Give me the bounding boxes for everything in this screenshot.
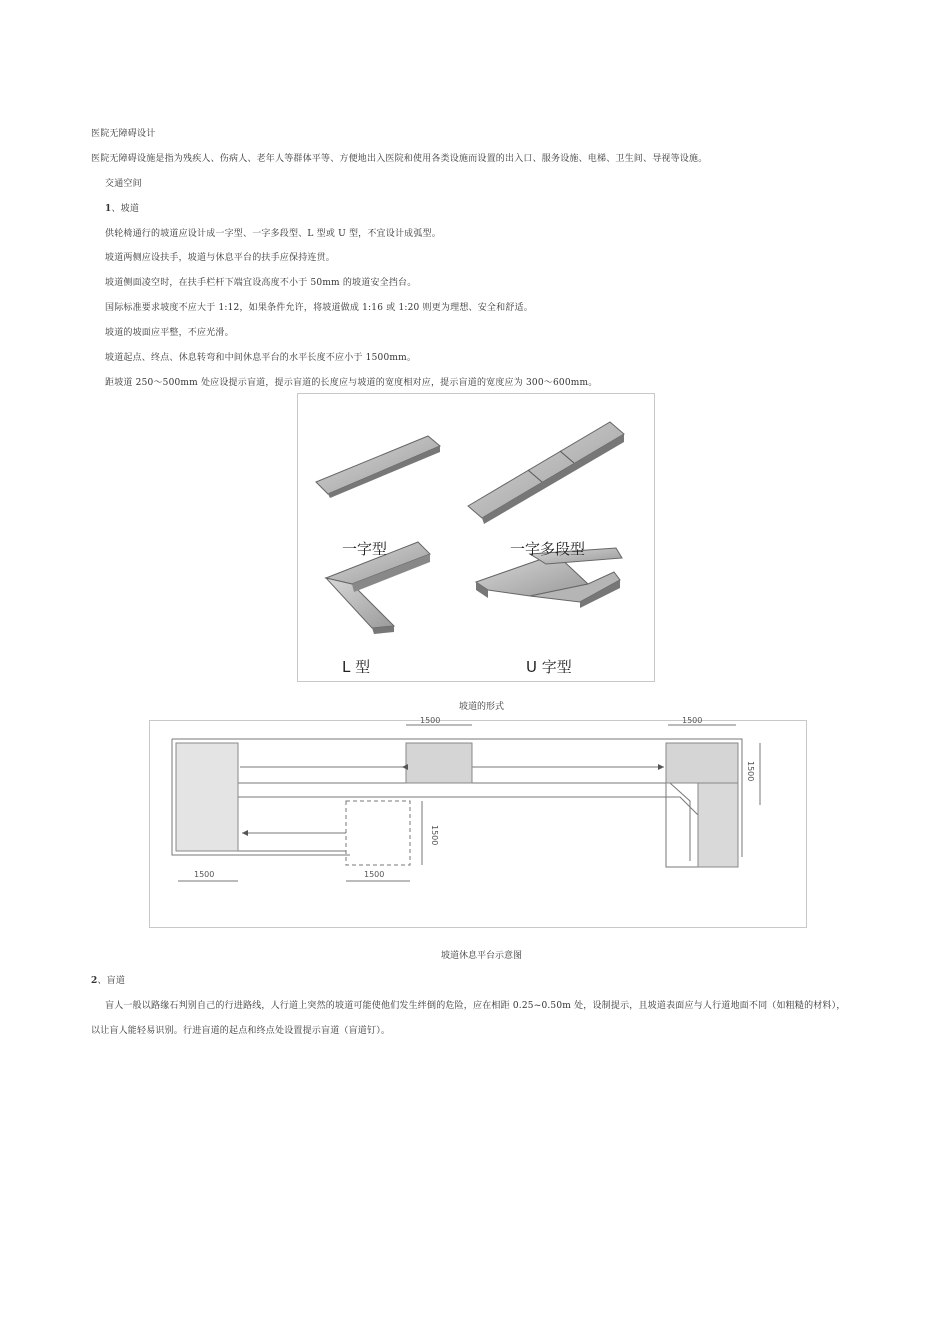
dim-bottom-left: 1500 [194, 870, 215, 879]
paragraph-8-line-2: 以让盲人能轻易识别。行进盲道的起点和终点处设置提示盲道（盲道钉）。 [91, 1026, 391, 1036]
right-platform [666, 743, 738, 783]
ramp-platform-figure [149, 716, 807, 928]
figure-1-caption: 坡道的形式 [459, 702, 505, 712]
dim-bottom-mid: 1500 [364, 870, 385, 879]
paragraph-7: 距坡道 250～500mm 处应设提示盲道，提示盲道的长度应与坡道的宽度相对应，提示盲道的宽度应为 300～600mm。 [105, 378, 598, 388]
right-descent [698, 783, 738, 867]
label-u-shape: U 字型 [526, 658, 572, 676]
paragraph-1: 供轮椅通行的坡道应设计成一字型、一字多段型、L 型或 U 型，不宜设计成弧型。 [105, 229, 441, 239]
paragraph-3: 坡道侧面凌空时，在扶手栏杆下端宜设高度不小于 50mm 的坡道安全挡台。 [105, 278, 417, 288]
upper-platform [406, 743, 472, 783]
label-straight: 一字型 [342, 540, 388, 558]
paragraph-8-line-1: 盲人一般以路缘石判别自己的行进路线，人行道上突然的坡道可能使他们发生绊倒的危险，应在相距 0.25~0.50m 处，设制提示，且坡道表面应与人行道地面不同（如粗糙的材料）， [105, 1001, 846, 1011]
paragraph-6: 坡道起点、终点、休息转弯和中间休息平台的水平长度不应小于 1500mm。 [105, 353, 417, 363]
heading-ramp [105, 203, 139, 215]
section-heading: 交通空间 [105, 179, 142, 189]
paragraph-5: 坡道的坡面应平整，不应光滑。 [105, 328, 234, 338]
paragraph-4: 国际标准要求坡度不应大于 1:12，如果条件允许，将坡道做成 1:16 或 1:20 则更为理想、安全和舒适。 [105, 303, 533, 313]
left-landing [176, 743, 238, 851]
intro-paragraph: 医院无障碍设施是指为残疾人、伤病人、老年人等群体平等、方便地出入医院和使用各类设施而设置的出入口、服务设施、电梯、卫生间、导视等设施。 [91, 154, 708, 164]
dim-mid: 1500 [430, 825, 439, 846]
dim-right: 1500 [746, 761, 755, 782]
heading-text: 、坡道 [111, 204, 140, 214]
multi-segment-ramp-drawing [468, 422, 624, 524]
figure-2-caption: 坡道休息平台示意图 [441, 951, 523, 961]
ramp-forms-figure [297, 393, 655, 682]
heading-text: 、盲道 [97, 976, 126, 986]
label-l-shape: L 型 [342, 658, 371, 676]
heading-number: 2 [91, 976, 98, 986]
label-multi-segment: 一字多段型 [510, 540, 586, 558]
doc-title: 医院无障碍设计 [91, 129, 156, 139]
heading-tactile [91, 975, 125, 987]
dim-top-right: 1500 [682, 716, 703, 725]
paragraph-2: 坡道两侧应设扶手，坡道与休息平台的扶手应保持连贯。 [105, 253, 336, 263]
dim-top: 1500 [420, 716, 441, 725]
heading-number: 1 [105, 204, 112, 214]
straight-ramp-drawing [316, 436, 440, 498]
ramp-forms-illustration [298, 394, 654, 681]
ramp-platform-plan [150, 716, 806, 927]
